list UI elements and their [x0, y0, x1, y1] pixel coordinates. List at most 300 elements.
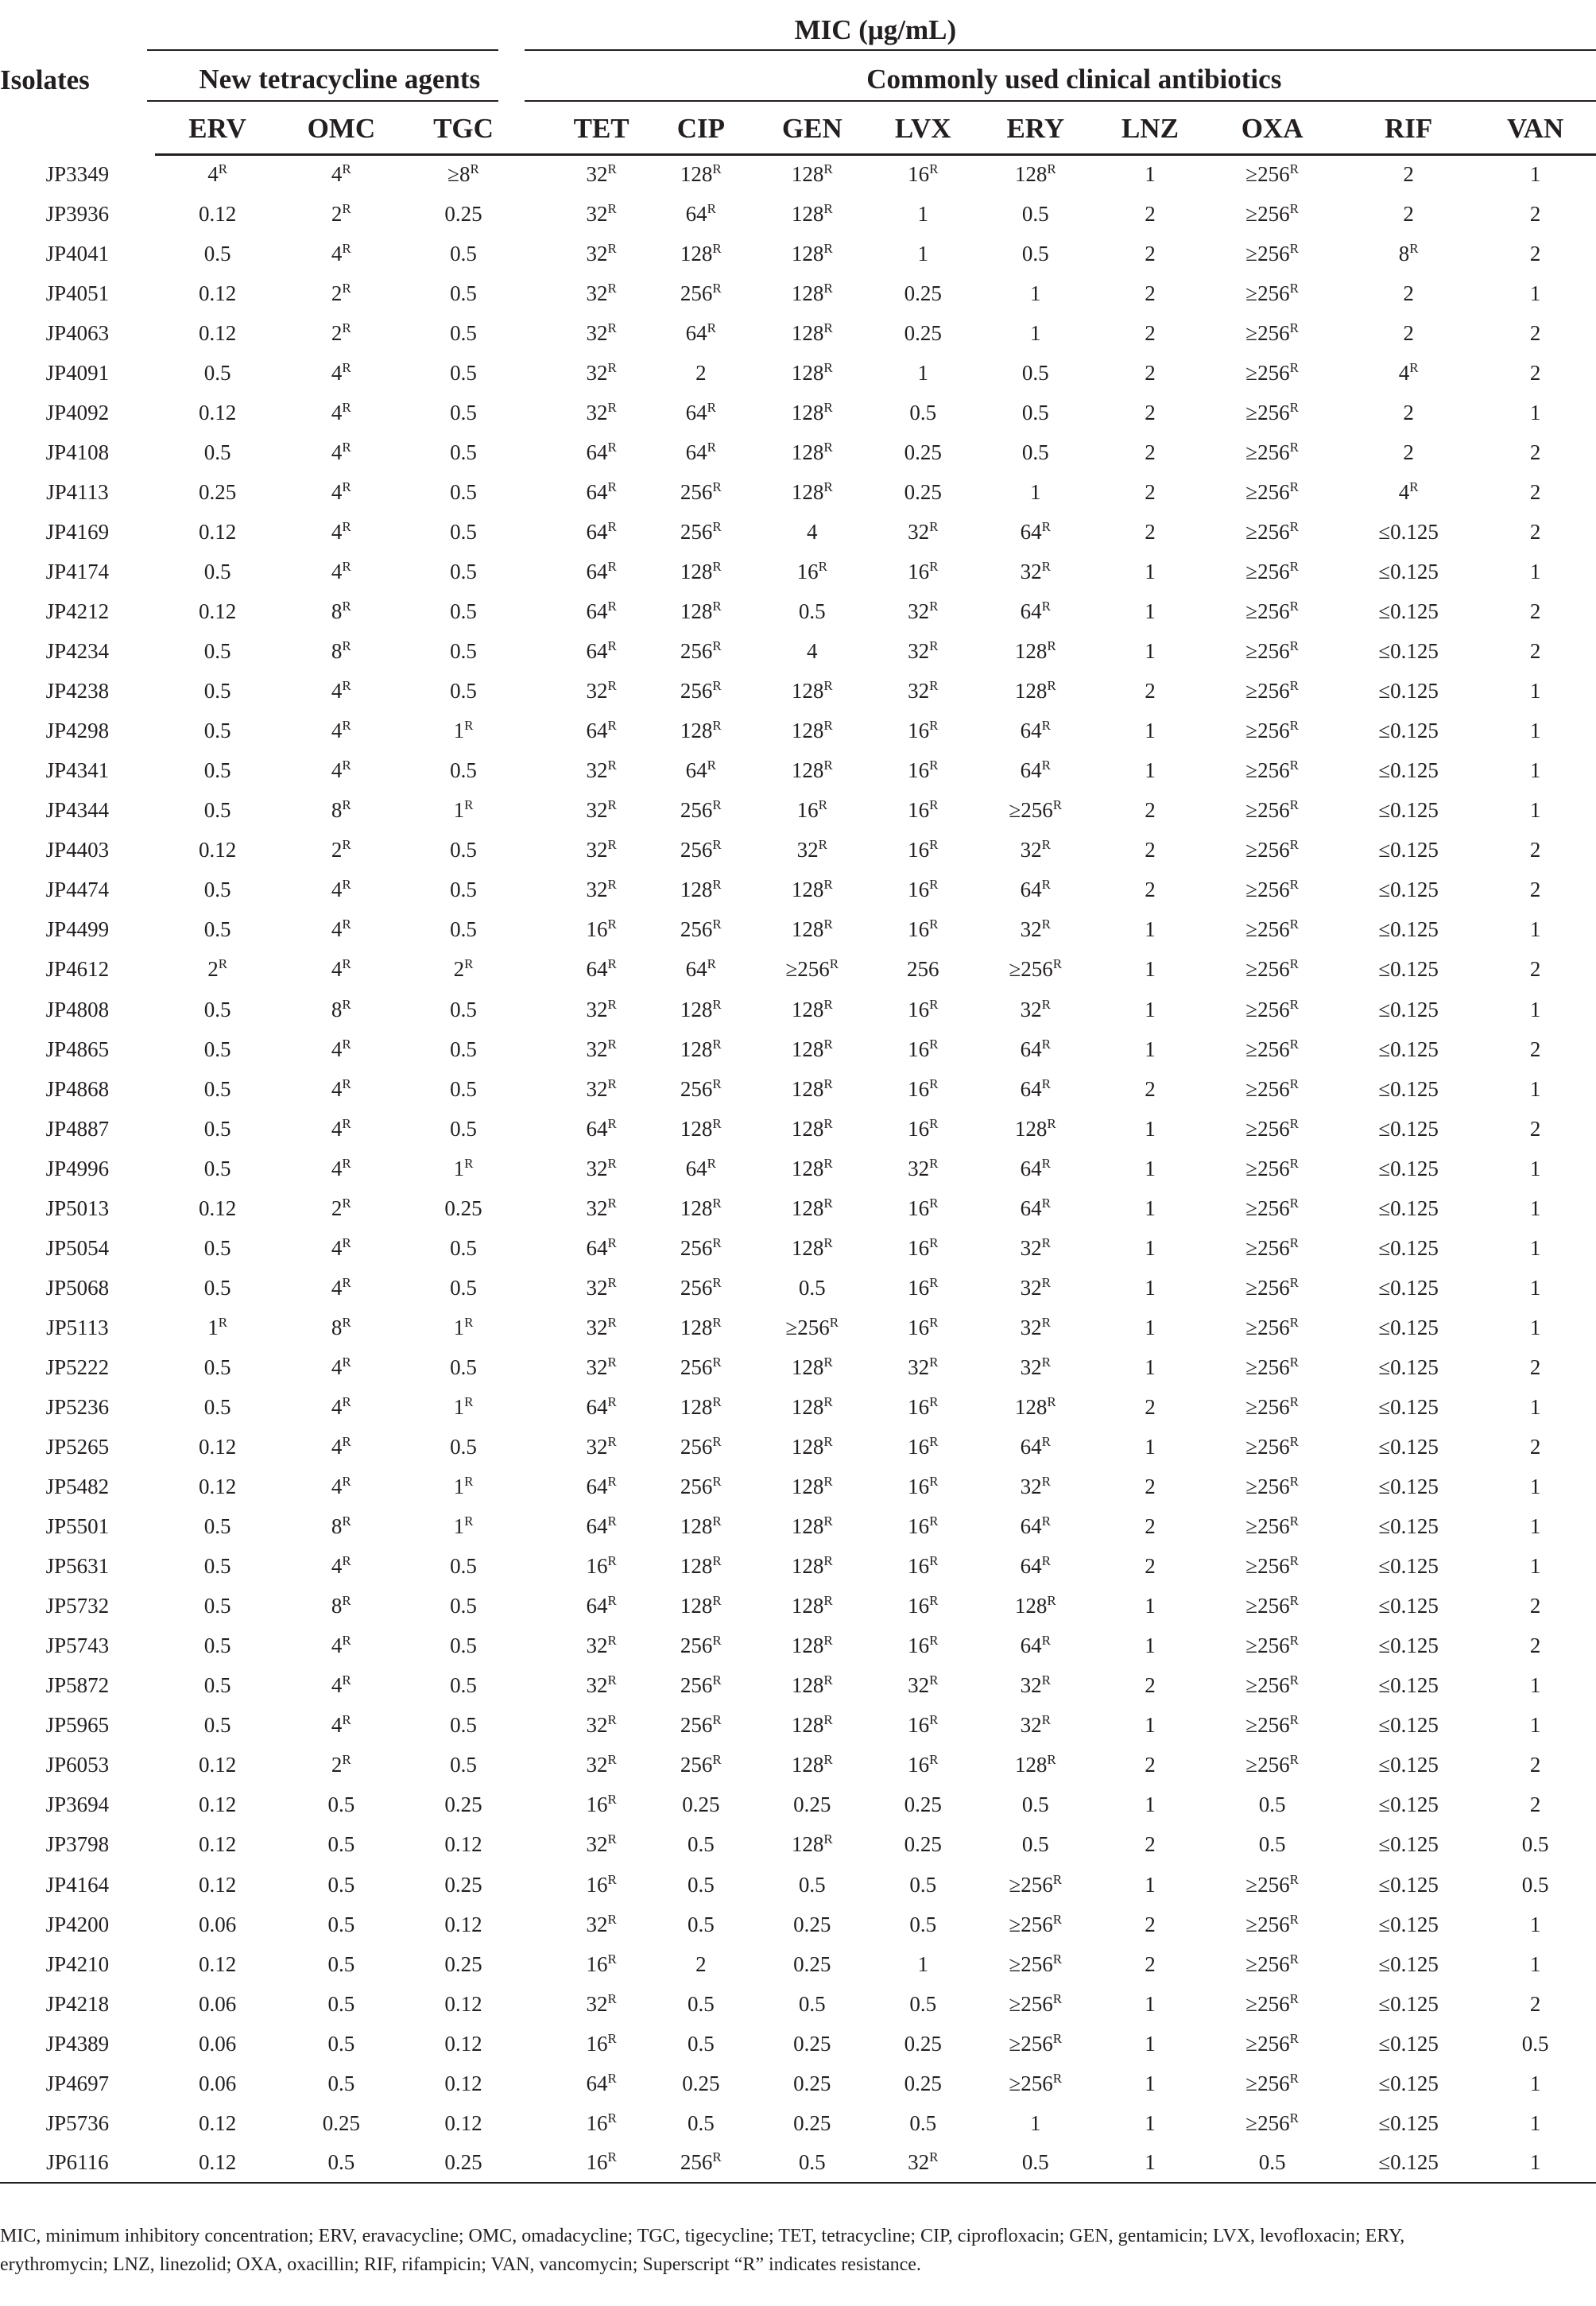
mic-cell-oxa: $\ge 256^R$ [1245, 1633, 1299, 1658]
resistance-marker: R [342, 161, 351, 177]
resistance-marker: R [218, 956, 228, 972]
resistance-marker: R [1289, 956, 1299, 972]
resistance-marker: R [1289, 758, 1299, 773]
mic-cell-oxa: $\ge 256^R$ [1245, 1115, 1299, 1141]
mic-cell-tgc: 0.5 [450, 1554, 477, 1579]
col-header-lnz: LNZ [1098, 105, 1202, 154]
mic-cell-van: 1 [1529, 1514, 1541, 1539]
mic-cell-lvx: $16^R$ [908, 1393, 939, 1419]
resistance-marker: R [712, 678, 722, 694]
mic-cell-lvx: $16^R$ [908, 797, 939, 823]
resistance-marker: R [929, 1513, 939, 1529]
gap-cell [525, 2143, 552, 2183]
table-row [0, 751, 1596, 791]
resistance-marker: R [712, 797, 722, 813]
mic-cell-van: 2 [1529, 599, 1541, 624]
table-body [0, 154, 1596, 2183]
mic-cell-lnz: 1 [1145, 1037, 1156, 1061]
resistance-marker: R [1289, 797, 1299, 813]
mic-cell-lvx: $16^R$ [908, 1075, 939, 1101]
resistance-marker: R [342, 638, 351, 654]
mic-cell-ery: $128^R$ [1014, 1752, 1056, 1777]
mic-cell-erv: 0.5 [203, 1076, 231, 1101]
mic-cell-lvx: $16^R$ [908, 837, 939, 862]
mic-cell-lnz: 2 [1145, 1475, 1156, 1499]
mic-cell-van: 1 [1529, 758, 1541, 783]
resistance-marker: R [342, 1195, 351, 1211]
resistance-marker: R [712, 280, 722, 296]
mic-cell-gen: $32^R$ [796, 837, 827, 862]
mic-cell-tgc: 0.5 [450, 1594, 477, 1618]
resistance-marker: R [712, 518, 722, 534]
mic-cell-erv: 0.5 [203, 241, 231, 265]
gap-cell [525, 711, 552, 751]
resistance-marker: R [1289, 1752, 1299, 1768]
mic-cell-omc: $4^R$ [331, 1393, 351, 1419]
resistance-marker: R [1041, 718, 1051, 734]
mic-cell-rif: ≤0.125 [1378, 1991, 1439, 2016]
mic-cell-tgc: 0.5 [450, 1435, 477, 1459]
resistance-marker: R [1041, 837, 1051, 853]
resistance-marker: R [829, 1314, 839, 1330]
mic-cell-erv: 0.5 [203, 360, 231, 385]
mic-cell-omc: $4^R$ [331, 1274, 351, 1300]
resistance-marker: R [607, 1155, 617, 1171]
mic-cell-ery: $32^R$ [1020, 917, 1051, 942]
mic-cell-omc: $4^R$ [331, 1434, 351, 1459]
mic-cell-lvx: $16^R$ [908, 917, 939, 942]
mic-cell-cip: $128^R$ [680, 1553, 722, 1579]
resistance-marker: R [712, 917, 722, 932]
mic-cell-oxa: $\ge 256^R$ [1245, 1951, 1299, 1976]
mic-cell-oxa: $\ge 256^R$ [1245, 1712, 1299, 1738]
table-footnote [0, 2222, 1590, 2279]
mic-cell-ery: 1 [1030, 320, 1041, 345]
mic-cell-van: 2 [1529, 440, 1541, 464]
resistance-marker: R [929, 1393, 939, 1409]
resistance-marker: R [464, 1155, 474, 1171]
resistance-marker: R [342, 1036, 351, 1052]
resistance-marker: R [342, 1393, 351, 1409]
resistance-marker: R [712, 1354, 722, 1370]
isolate-id-cell: JP4808 [45, 997, 110, 1021]
mic-cell-van: 1 [1529, 281, 1541, 305]
mic-cell-erv: 0.5 [203, 559, 231, 583]
header-gap [525, 54, 552, 105]
isolate-id-cell: JP4996 [45, 1156, 110, 1180]
resistance-marker: R [464, 1474, 474, 1490]
resistance-marker: R [1041, 877, 1051, 893]
mic-cell-ery: 0.5 [973, 2143, 1098, 2183]
mic-cell-tgc: $1^R$ [453, 1474, 474, 1499]
mic-cell-erv: 0.5 [203, 1116, 231, 1141]
resistance-marker: R [607, 1274, 617, 1290]
mic-cell-tet: $16^R$ [586, 1871, 617, 1897]
resistance-marker: R [1047, 1115, 1056, 1131]
resistance-marker: R [607, 1911, 617, 1927]
mic-cell-tet: $64^R$ [586, 479, 617, 504]
mic-cell-ery: $\ge 256^R$ [1009, 797, 1063, 823]
mic-cell-tet: $32^R$ [586, 1990, 617, 2016]
mic-cell-gen: $128^R$ [791, 1474, 833, 1499]
mic-cell-oxa: $\ge 256^R$ [1245, 758, 1299, 783]
resistance-marker: R [607, 1792, 617, 1808]
resistance-marker: R [342, 1075, 351, 1091]
isolate-id-cell: JP5501 [45, 1514, 110, 1539]
resistance-marker: R [342, 1712, 351, 1728]
mic-cell-cip: $64^R$ [685, 1155, 717, 1180]
resistance-marker: R [342, 399, 351, 415]
mic-cell-tgc: 0.12 [444, 2110, 482, 2135]
mic-cell-erv: 0.12 [198, 1792, 237, 1817]
isolate-id-cell: JP4108 [45, 440, 110, 464]
mic-cell-erv: 0.5 [203, 1713, 231, 1738]
mic-cell-lvx: $16^R$ [908, 1036, 939, 1061]
isolate-id-cell: JP4200 [45, 1912, 110, 1936]
gap-cell [525, 632, 552, 672]
isolate-id-cell: JP5222 [45, 1355, 110, 1379]
table-row [0, 672, 1596, 711]
mic-cell-omc: 0.5 [327, 1792, 355, 1817]
table-row [0, 1825, 1596, 1865]
resistance-marker: R [342, 877, 351, 893]
mic-cell-omc: 0.5 [327, 1951, 355, 1976]
mic-cell-van: 1 [1529, 2110, 1541, 2135]
mic-cell-tet: $64^R$ [586, 1593, 617, 1618]
resistance-marker: R [464, 1513, 474, 1529]
gap-cell [525, 1785, 552, 1825]
resistance-marker: R [1289, 1712, 1299, 1728]
mic-cell-lvx: $16^R$ [908, 1314, 939, 1339]
mic-cell-oxa: $\ge 256^R$ [1245, 1553, 1299, 1579]
mic-cell-gen: $128^R$ [791, 1234, 833, 1260]
mic-cell-van: 0.5 [1521, 1872, 1549, 1897]
mic-cell-lnz: 1 [1145, 1235, 1156, 1260]
resistance-marker: R [1409, 479, 1419, 494]
isolate-id-cell: JP5054 [45, 1235, 110, 1260]
mic-cell-lvx: $16^R$ [908, 1513, 939, 1539]
isolate-id-cell: JP5265 [45, 1435, 110, 1459]
mic-cell-erv: 0.5 [203, 1394, 231, 1419]
resistance-marker: R [929, 1314, 939, 1330]
resistance-marker: R [929, 1195, 939, 1211]
resistance-marker: R [1289, 2110, 1299, 2126]
mic-cell-oxa: 0.5 [1202, 2143, 1342, 2183]
resistance-marker: R [929, 1075, 939, 1091]
mic-cell-rif: ≤0.125 [1378, 559, 1439, 583]
gap-cell [525, 1308, 552, 1347]
mic-cell-lnz: 1 [1145, 917, 1156, 942]
mic-cell-lvx: 1 [917, 1951, 928, 1976]
mic-cell-ery: 0.5 [1021, 360, 1049, 385]
mic-cell-omc: $2^R$ [331, 1195, 351, 1220]
resistance-marker: R [342, 518, 351, 534]
resistance-marker: R [1289, 280, 1299, 296]
table-row [0, 2064, 1596, 2103]
mic-cell-erv: $2^R$ [207, 956, 228, 982]
mic-cell-tgc: 0.5 [450, 1673, 477, 1698]
mic-cell-gen: $128^R$ [791, 1633, 833, 1658]
mic-cell-lnz: 1 [1145, 1355, 1156, 1379]
mic-cell-oxa: $\ge 256^R$ [1245, 956, 1299, 982]
mic-cell-gen: $128^R$ [791, 439, 833, 464]
mic-cell-lvx: 0.25 [904, 479, 942, 504]
mic-cell-omc: $4^R$ [331, 758, 351, 783]
mic-cell-erv: 0.5 [203, 1634, 231, 1658]
mic-cell-ery: 0.5 [1021, 1832, 1049, 1857]
mic-cell-omc: 0.5 [327, 2031, 355, 2056]
mic-cell-lvx: $32^R$ [908, 638, 939, 664]
mic-cell-tet: $32^R$ [586, 1274, 617, 1300]
resistance-marker: R [929, 1474, 939, 1490]
mic-cell-gen: $128^R$ [791, 1393, 833, 1419]
gap-cell [525, 1587, 552, 1626]
mic-cell-tet: $64^R$ [586, 718, 617, 743]
mic-cell-oxa: $\ge 256^R$ [1245, 1234, 1299, 1260]
mic-cell-rif: ≤0.125 [1378, 719, 1439, 743]
resistance-marker: R [707, 1155, 717, 1171]
gap-cell [525, 1109, 552, 1149]
mic-cell-erv: 0.12 [198, 1435, 237, 1459]
mic-cell-cip: $64^R$ [685, 320, 717, 345]
gap-cell [525, 1865, 552, 1905]
resistance-marker: R [823, 877, 833, 893]
resistance-marker: R [823, 1195, 833, 1211]
mic-cell-lvx: $32^R$ [908, 518, 939, 544]
resistance-marker: R [1289, 1990, 1299, 2006]
isolate-id-cell: JP4612 [45, 957, 110, 982]
table-row [0, 273, 1596, 313]
mic-cell-cip: $256^R$ [680, 837, 722, 862]
resistance-marker: R [342, 996, 351, 1012]
mic-cell-tet: $32^R$ [586, 320, 617, 345]
resistance-marker: R [1041, 1474, 1051, 1490]
mic-cell-tet: $32^R$ [586, 1075, 617, 1101]
mic-cell-cip: $64^R$ [685, 200, 717, 226]
mic-cell-lvx: $16^R$ [908, 1115, 939, 1141]
resistance-marker: R [929, 1752, 939, 1768]
resistance-marker: R [1289, 320, 1299, 335]
table-row [0, 1865, 1596, 1905]
table-row [0, 1785, 1596, 1825]
resistance-marker: R [823, 479, 833, 494]
mic-cell-cip: $128^R$ [680, 1513, 722, 1539]
resistance-marker: R [607, 638, 617, 654]
mic-cell-cip: $64^R$ [685, 399, 717, 424]
mic-cell-gen: $128^R$ [791, 877, 833, 902]
resistance-marker: R [823, 1752, 833, 1768]
table-row [0, 1109, 1596, 1149]
resistance-marker: R [712, 1553, 722, 1569]
mic-cell-cip: $128^R$ [680, 718, 722, 743]
mic-cell-oxa: $\ge 256^R$ [1245, 797, 1299, 823]
mic-cell-omc: $2^R$ [331, 837, 351, 862]
resistance-marker: R [929, 1036, 939, 1052]
resistance-marker: R [1289, 1234, 1299, 1250]
mic-cell-tet: $16^R$ [586, 917, 617, 942]
mic-cell-lnz: 1 [1145, 559, 1156, 583]
mic-cell-ery: 0.5 [1021, 440, 1049, 464]
mic-cell-van: 1 [1529, 2071, 1541, 2095]
resistance-marker: R [607, 1075, 617, 1091]
resistance-marker: R [823, 1633, 833, 1649]
gap-cell [525, 273, 552, 313]
mic-cell-oxa: $\ge 256^R$ [1245, 638, 1299, 664]
mic-cell-cip: 0.5 [687, 1991, 715, 2016]
isolate-id-cell: JP4210 [45, 1951, 110, 1976]
mic-cell-oxa: $\ge 256^R$ [1245, 200, 1299, 226]
resistance-marker: R [342, 1274, 351, 1290]
resistance-marker: R [1289, 2030, 1299, 2046]
mic-cell-oxa: 0.5 [1258, 1792, 1286, 1817]
resistance-marker: R [607, 2030, 617, 2046]
mic-cell-van: 2 [1529, 1792, 1541, 1817]
isolate-id-cell: JP4212 [45, 599, 110, 624]
mic-cell-gen: $\ge 256^R$ [785, 956, 839, 982]
isolate-id-cell: JP5631 [45, 1554, 110, 1579]
mic-cell-gen: 0.5 [798, 1275, 826, 1300]
mic-cell-cip: $256^R$ [680, 678, 722, 703]
mic-cell-lnz: 2 [1145, 1076, 1156, 1101]
table-row [0, 1467, 1596, 1507]
table-row [0, 472, 1596, 512]
mic-cell-oxa: $\ge 256^R$ [1245, 240, 1299, 265]
resistance-marker: R [1289, 1474, 1299, 1490]
mic-cell-van: 0.5 [1521, 2031, 1549, 2056]
mic-cell-erv: 0.12 [198, 599, 237, 624]
resistance-marker: R [712, 599, 722, 614]
gap-cell [525, 1746, 552, 1785]
resistance-marker: R [707, 956, 717, 972]
mic-cell-oxa: $\ge 256^R$ [1245, 1075, 1299, 1101]
mic-cell-cip: $256^R$ [680, 1075, 722, 1101]
mic-cell-lvx: $32^R$ [908, 599, 939, 624]
resistance-marker: R [823, 1553, 833, 1569]
mic-cell-omc: $4^R$ [331, 1075, 351, 1101]
mic-cell-oxa: $\ge 256^R$ [1245, 2110, 1299, 2135]
resistance-marker: R [607, 599, 617, 614]
mic-cell-lnz: 1 [1145, 758, 1156, 783]
resistance-marker: R [607, 1036, 617, 1052]
mic-cell-rif: 2 [1403, 440, 1414, 464]
mic-cell-ery: 0.5 [1021, 1792, 1049, 1817]
table-row [0, 870, 1596, 910]
isolate-id-cell: JP4218 [45, 1991, 110, 2016]
resistance-marker: R [1047, 1393, 1056, 1409]
resistance-marker: R [342, 1593, 351, 1609]
table-row [0, 990, 1596, 1029]
mic-cell-tet: $16^R$ [586, 2030, 617, 2056]
gap-cell [525, 1347, 552, 1387]
mic-cell-tgc: 0.25 [444, 201, 482, 226]
resistance-marker: R [607, 1990, 617, 2006]
mic-cell-tet: $32^R$ [586, 1712, 617, 1738]
gap-cell [525, 393, 552, 432]
mic-cell-lnz: 2 [1145, 360, 1156, 385]
mic-cell-rif: 2 [1403, 201, 1414, 226]
mic-cell-oxa: $\ge 256^R$ [1245, 2070, 1299, 2095]
mic-cell-erv: 0.5 [203, 1554, 231, 1579]
mic-cell-rif: ≤0.125 [1378, 2071, 1439, 2095]
resistance-marker: R [1289, 1314, 1299, 1330]
resistance-marker: R [818, 558, 827, 574]
mic-cell-van: 1 [1529, 1673, 1541, 1698]
mic-cell-rif: ≤0.125 [1378, 1355, 1439, 1379]
gap-cell [525, 1626, 552, 1666]
gap-cell [525, 552, 552, 591]
mic-cell-omc: $4^R$ [331, 161, 351, 187]
mic-cell-van: 2 [1529, 1435, 1541, 1459]
resistance-marker: R [1052, 1951, 1063, 1967]
mic-cell-omc: $8^R$ [331, 797, 351, 823]
mic-cell-lvx: $32^R$ [908, 1354, 939, 1379]
resistance-marker: R [1289, 1951, 1299, 1967]
resistance-marker: R [1289, 1911, 1299, 1927]
mic-cell-omc: $4^R$ [331, 877, 351, 902]
table-row [0, 393, 1596, 432]
mic-cell-erv: 0.12 [198, 519, 237, 544]
mic-cell-lnz: 1 [1145, 719, 1156, 743]
mic-cell-tgc: $1^R$ [453, 1314, 474, 1339]
mic-cell-ery: $64^R$ [1020, 758, 1051, 783]
mic-cell-tgc: 0.12 [444, 1912, 482, 1936]
mic-cell-omc: $8^R$ [331, 599, 351, 624]
mic-cell-ery: $64^R$ [1020, 518, 1051, 544]
mic-cell-erv: 0.5 [203, 1355, 231, 1379]
resistance-marker: R [342, 1115, 351, 1131]
mic-cell-tet: $64^R$ [586, 1393, 617, 1419]
resistance-marker: R [607, 1871, 617, 1887]
resistance-marker: R [1289, 1513, 1299, 1529]
table-row [0, 950, 1596, 990]
mic-cell-cip: 0.5 [687, 2110, 715, 2135]
resistance-marker: R [929, 1593, 939, 1609]
isolate-id-cell: JP5068 [45, 1275, 110, 1300]
resistance-marker: R [929, 1234, 939, 1250]
mic-cell-erv: 0.12 [198, 2110, 237, 2135]
resistance-marker: R [712, 1633, 722, 1649]
mic-cell-van: 2 [1529, 479, 1541, 504]
table-row [0, 1905, 1596, 1944]
resistance-marker: R [1289, 1672, 1299, 1688]
mic-cell-lnz: 2 [1145, 440, 1156, 464]
table-row [0, 234, 1596, 273]
mic-cell-rif: ≤0.125 [1378, 1673, 1439, 1698]
mic-cell-ery: $128^R$ [1014, 678, 1056, 703]
table-row [0, 1428, 1596, 1467]
mic-cell-rif: ≤0.125 [1378, 878, 1439, 902]
mic-cell-cip: 0.25 [682, 2071, 720, 2095]
mic-cell-rif: ≤0.125 [1378, 1634, 1439, 1658]
mic-cell-ery: $\ge 256^R$ [1009, 1871, 1063, 1897]
mic-cell-ery: $64^R$ [1020, 877, 1051, 902]
resistance-marker: R [712, 1672, 722, 1688]
resistance-marker: R [929, 1672, 939, 1688]
resistance-marker: R [464, 797, 474, 813]
mic-cell-lvx: $16^R$ [908, 161, 939, 187]
resistance-marker: R [1289, 1871, 1299, 1887]
mic-cell-omc: $4^R$ [331, 956, 351, 982]
resistance-marker: R [607, 996, 617, 1012]
mic-cell-tgc: 0.5 [450, 1355, 477, 1379]
mic-cell-van: 1 [1529, 1235, 1541, 1260]
resistance-marker: R [823, 1513, 833, 1529]
mic-cell-gen: 0.5 [798, 599, 826, 624]
mic-cell-oxa: $\ge 256^R$ [1245, 280, 1299, 305]
table-row [0, 1149, 1596, 1188]
resistance-marker: R [342, 1474, 351, 1490]
resistance-marker: R [607, 479, 617, 494]
